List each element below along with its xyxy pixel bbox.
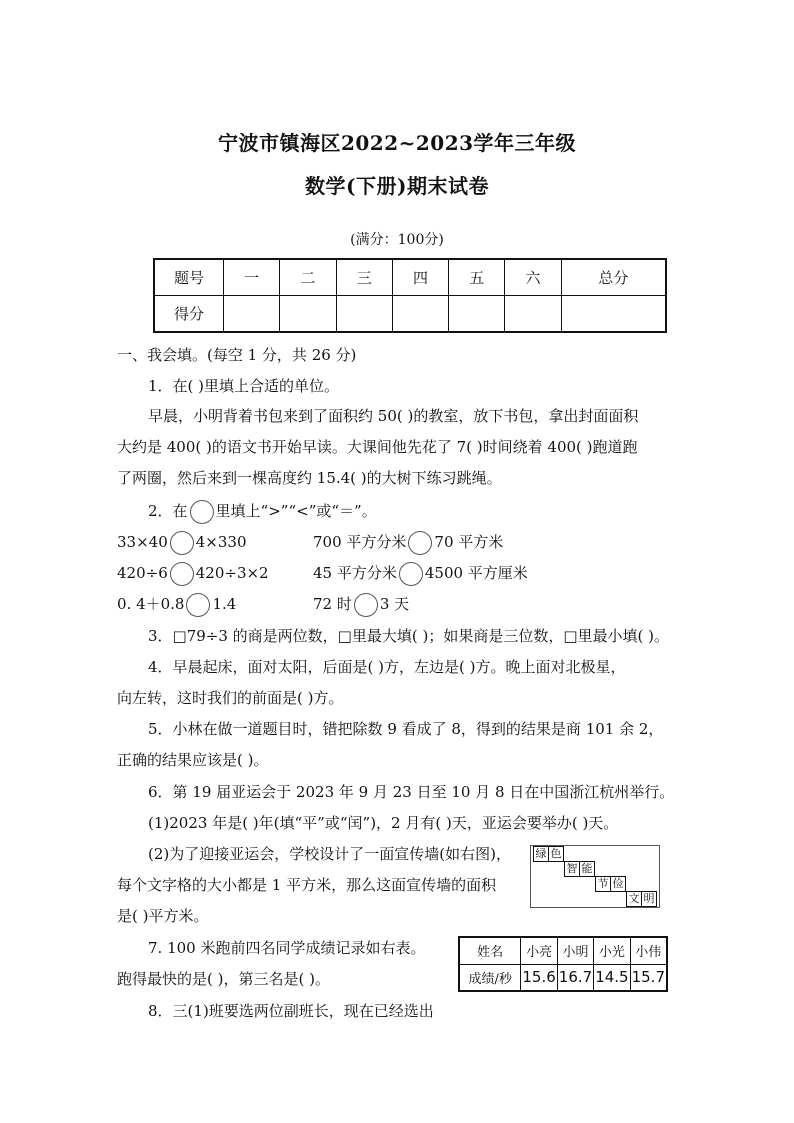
q5-line: 正确的结果应该是( )。 [117, 751, 269, 769]
score-input-cell[interactable] [505, 296, 561, 333]
q2-expr-right: 70 平方米 [434, 533, 504, 551]
q6-title: 6．第 19 届亚运会于 2023 年 9 月 23 日至 10 月 8 日在中国浙江杭州举行。 [148, 783, 675, 801]
score-cell: 六 [505, 259, 561, 296]
q2-expr-left: 420÷6 [117, 564, 168, 582]
q8-text: 8．三(1)班要选两位副班长，现在已经选出 [148, 1002, 434, 1020]
q2-expr-right: 4×330 [195, 533, 247, 551]
q2-expr-right: 3 天 [379, 595, 410, 613]
race-header-cell: 小亮 [521, 937, 557, 964]
q6-part1: (1)2023 年是( )年(填“平”或“闰”)，2 月有( )天，亚运会要举办( )天。 [148, 814, 619, 832]
score-cell: 总分 [561, 259, 666, 296]
wall-char-cell: 明 [641, 891, 657, 907]
q2-title-before: 2．在 [148, 502, 188, 520]
q6-part2-line: 是( )平方米。 [117, 907, 209, 925]
score-row-label: 得分 [154, 296, 224, 333]
score-cell: 二 [280, 259, 336, 296]
race-data-cell: 15.7 [630, 964, 667, 991]
race-data-cell: 14.5 [594, 964, 630, 991]
score-input-cell[interactable] [224, 296, 280, 333]
comparison-circle-icon [190, 500, 214, 524]
q2-expr-left: 700 平方分米 [313, 533, 407, 551]
q4-line: 向左转，这时我们的前面是( )方。 [117, 689, 344, 707]
q2-row-1a [117, 531, 247, 555]
wall-char-cell: 文 [626, 891, 642, 907]
full-marks: (满分：100分) [350, 232, 444, 248]
score-cell: 四 [392, 259, 448, 296]
race-header-cell: 小明 [557, 937, 593, 964]
wall-char-cell: 俭 [610, 876, 626, 892]
wall-char-cell: 能 [579, 861, 595, 877]
score-cell: 一 [224, 259, 280, 296]
q2-row-3b [313, 593, 409, 617]
score-input-cell[interactable] [280, 296, 336, 333]
answer-circle[interactable] [354, 593, 378, 617]
q2-expr-left: 0. 4＋0.8 [117, 595, 185, 613]
q7-line: 跑得最快的是( )，第三名是( )。 [117, 970, 330, 988]
q1-line: 了两圈，然后来到一棵高度约 15.4( )的大树下练习跳绳。 [117, 469, 502, 487]
answer-circle[interactable] [170, 562, 194, 586]
answer-circle[interactable] [186, 593, 210, 617]
score-input-cell[interactable] [449, 296, 505, 333]
q3-text: 3．□79÷3 的商是两位数，□里最大填( )；如果商是三位数，□里最小填( )。 [148, 627, 669, 645]
q2-title-after: 里填上“>”“<”或“＝”。 [215, 502, 377, 520]
q1-line: 早晨，小明背着书包来到了面积约 50( )的教室，放下书包，拿出封面面积 [148, 407, 639, 425]
q2-row-3a [117, 593, 236, 617]
q2-expr-left: 72 时 [313, 595, 352, 613]
q2-expr-right: 4500 平方厘米 [424, 564, 528, 582]
score-cell: 题号 [154, 259, 224, 296]
q2-expr-left: 33×40 [117, 533, 168, 551]
race-header-cell: 姓名 [459, 937, 521, 964]
score-input-cell[interactable] [561, 296, 666, 333]
score-table-header-row [154, 259, 666, 296]
q2-row-2b [313, 562, 528, 586]
answer-circle[interactable] [408, 531, 432, 555]
race-header-cell: 小伟 [630, 937, 667, 964]
propaganda-wall-figure [530, 845, 660, 908]
score-input-cell[interactable] [392, 296, 448, 333]
q2-row-2a [117, 562, 269, 586]
q6-part2-line: (2)为了迎接亚运会，学校设计了一面宣传墙(如右图)， [148, 845, 511, 863]
race-header-cell: 小光 [594, 937, 630, 964]
race-table-header-row [459, 937, 667, 964]
q2-expr-right: 1.4 [212, 595, 237, 613]
wall-char-cell: 绿 [533, 846, 549, 862]
exam-title-line1: 宁波市镇海区2022~2023学年三年级 [217, 131, 577, 155]
q4-line: 4．早晨起床，面对太阳，后面是( )方，左边是( )方。晚上面对北极星， [148, 658, 626, 676]
q1-line: 大约是 400( )的语文书开始早读。大课间他先花了 7( )时间绕着 400( )跑道跑 [117, 438, 638, 456]
race-table-data-row [459, 964, 667, 991]
section1-heading: 一、我会填。(每空 1 分，共 26 分) [117, 346, 357, 364]
answer-circle[interactable] [170, 531, 194, 555]
q2-expr-right: 420÷3×2 [195, 564, 269, 582]
answer-circle[interactable] [399, 562, 423, 586]
race-data-cell: 16.7 [557, 964, 593, 991]
q5-line: 5．小林在做一道题目时，错把除数 9 看成了 8，得到的结果是商 101 余 2， [148, 720, 664, 738]
q7-line: 7. 100 米跑前四名同学成绩记录如右表。 [148, 939, 426, 957]
score-table [153, 258, 667, 333]
q1-title: 1．在( )里填上合适的单位。 [148, 377, 340, 395]
race-data-cell: 成绩/秒 [459, 964, 521, 991]
score-table-score-row [154, 296, 666, 333]
wall-char-cell: 色 [548, 846, 564, 862]
score-cell: 三 [336, 259, 392, 296]
exam-title-line2: 数学(下册)期末试卷 [305, 174, 489, 198]
race-results-table [458, 936, 668, 992]
race-data-cell: 15.6 [521, 964, 557, 991]
wall-char-cell: 智 [564, 861, 580, 877]
q2-title [148, 500, 377, 524]
q6-part2-line: 每个文字格的大小都是 1 平方米，那么这面宣传墙的面积 [117, 876, 497, 894]
score-cell: 五 [449, 259, 505, 296]
q2-expr-left: 45 平方分米 [313, 564, 397, 582]
wall-char-cell: 节 [595, 876, 611, 892]
score-input-cell[interactable] [336, 296, 392, 333]
q2-row-1b [313, 531, 503, 555]
